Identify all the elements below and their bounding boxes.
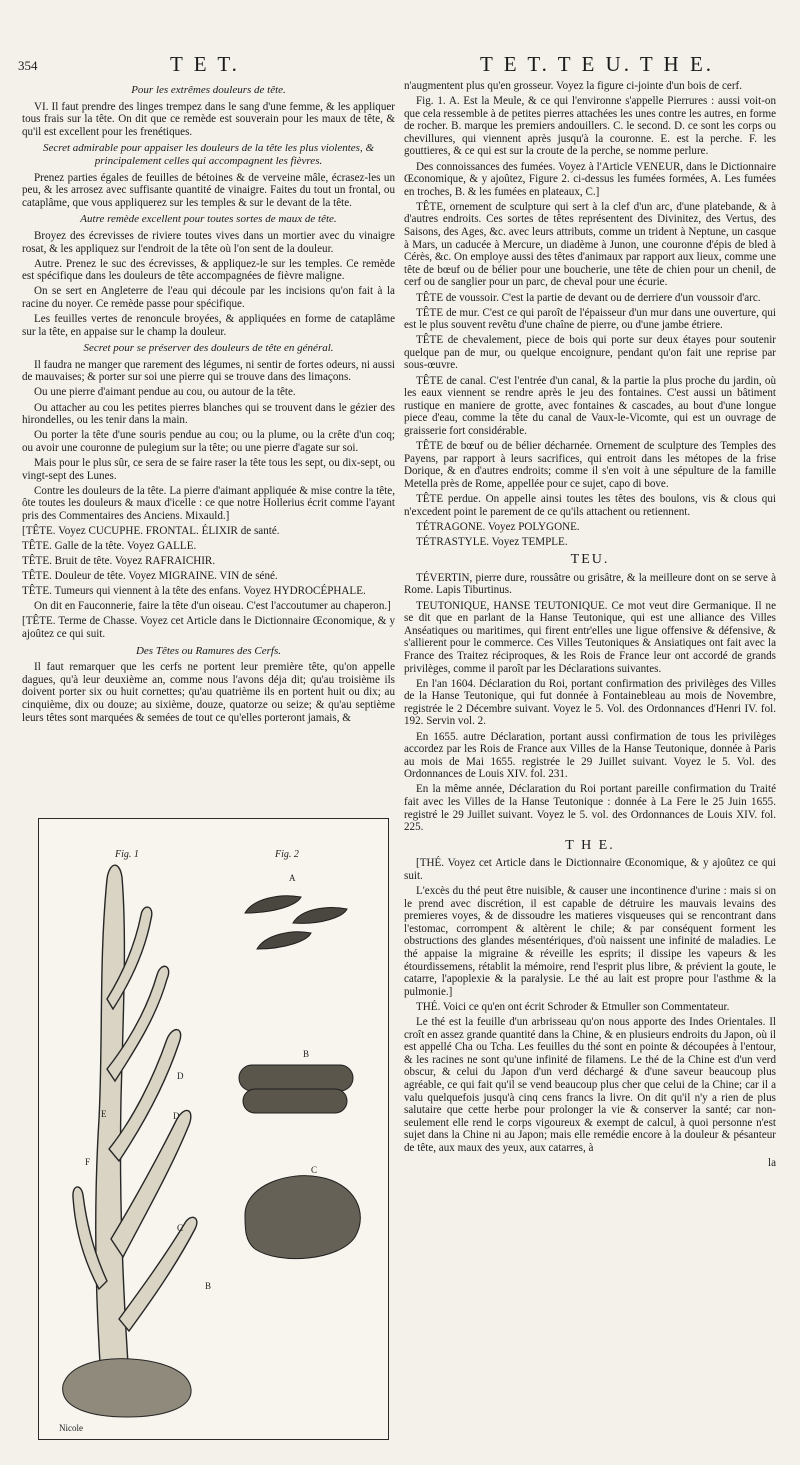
formed-droppings-drawing <box>245 896 347 949</box>
paragraph: En l'an 1604. Déclaration du Roi, portant confirmation des privilèges des Villes de la Hanse Teutonique, qui fut donnée à Fontainebleau au mois de Novembre, registrée le 2 Décembre suivant. Voyez le 5. Vol. des Ordonnances d'Henri IV. fol. 192. Servin vol. 2. <box>404 677 776 728</box>
cross-reference-entry: [TÊTE. Voyez CUCUPHE. FRONTAL. ÉLIXIR de santé. <box>22 524 280 537</box>
entry-paragraph: THÉ. Voici ce qu'en ont écrit Schroder & Etmuller son Commentateur. <box>416 1000 730 1013</box>
paragraph: Ou une pierre d'aimant pendue au cou, ou autour de la tête. <box>34 386 296 399</box>
header-left-title: T E T. <box>170 52 240 76</box>
entry-paragraph: TÉTRAGONE. Voyez POLYGONE. <box>416 520 580 533</box>
letter-e: E <box>101 1109 107 1119</box>
paragraph: L'excès du thé peut être nuisible, & causer une incontinence d'urine : mais si on le prend avec discrétion, il est capable de détruire les mauvais levains des premieres voyes, & de dissoudre les matieres visqueuses qui se rencontrant dans l'estomac, corrompent & altèrent le chile; & par conséquent forment les obstructions des glandes mésentériques, d'où naissent une infinité de maladies. Le thé appaise la migraine & réveille les esprits; il dissipe les vapeurs & les étourdissemens, rétablit la mémoire, rend l'esprit plus libre, & prévient la goute, le catarre, l'apoplexie & la paralysie. Le thé au lait est propre pour l'asthme & la pulmonie.] <box>404 885 776 998</box>
entry-paragraph: TÊTE de voussoir. C'est la partie de devant ou de derriere d'un voussoir d'arc. <box>416 291 761 304</box>
cross-reference-entry: TÊTE. Bruit de tête. Voyez RAFRAICHIR. <box>22 555 216 568</box>
antler-burr-base <box>63 1359 191 1417</box>
paragraph: Il faut remarquer que les cerfs ne portent leur première tête, qu'on appelle dagues, qu'à leur deuxième an, comme nous l'avons déja dit; qu'au troisième ils doivent porter six ou huit cornettes; qu'au quatrième ils en portent huit ou dix; au cinquième, dix ou douze; au sixième, douze, quatorze ou seize; & qu'au septième leurs têtes sont marquées & semées de tout ce qu'elles porteront jamais, & <box>22 661 395 724</box>
paragraph: On se sert en Angleterre de l'eau qui découle par les incisions qu'on fait à la racine du noyer. Ce remède passe pour spécifique. <box>22 285 395 310</box>
paragraph: Mais pour le plus sûr, ce sera de se faire raser la tête tous les sept, ou dix-sept, ou vingt-sept des Lunes. <box>22 456 395 482</box>
antler-drawing <box>73 865 197 1379</box>
page-number: 354 <box>18 58 38 73</box>
entry-paragraph: TÉVERTIN, pierre dure, roussâtre ou grisâtre, & la meilleure dont on se serve à Rome. Lapis Tiburtinus. <box>404 571 776 597</box>
paragraph: Contre les douleurs de la tête. La pierre d'aimant appliquée & mise contre la tête, ôte toutes les douleurs & maux d'icelle : ce que notre Hollerius écrit comme l'ayant pris des Commentaires des Anciens. Mixauld.] <box>22 484 395 522</box>
header-right-title: T E T. T E U. T H E. <box>480 52 715 76</box>
entry-paragraph: TÉTRASTYLE. Voyez TEMPLE. <box>416 535 568 548</box>
catchword: la <box>767 1157 776 1169</box>
entry-paragraph: TÊTE, ornement de sculpture qui sert à la clef d'un arc, d'une platebande, & à d'autres endroits. Ces sortes de têtes représentent des Divinitez, des Vertus, des Saisons, des Ages, &c. avec leurs attributs, comme un trident à Neptune, un casque à Mars, un caducée à Mercure, un diadème à Junon, une couronne d'épis de bled à Cérès, &c. On employe aussi des têtes d'animaux par rapport aux lieux, comme une tête de bœuf ou de bélier pour une boucherie, une tête de chien pour un chenil, de cerf ou de sanglier pour un parc, de cheval pour une écurie. <box>404 200 776 289</box>
antler-engraving-figure <box>38 818 389 1440</box>
fig1-label: Fig. 1 <box>115 849 139 860</box>
entry-paragraph: TÊTE de mur. C'est ce qui paroît de l'épaisseur d'un mur dans une ouverture, qui est le plus souvent revêtu d'une chaîne de pierre, ou d'une jambe étriere. <box>404 306 776 332</box>
paragraph: Autre. Prenez le suc des écrevisses, & appliquez-le sur les temples. Ce remède est spécifique dans les douleurs de tête accompagnées de fièvre maligne. <box>22 257 395 283</box>
letter-f: F <box>85 1157 91 1167</box>
letter-d: D <box>177 1071 184 1081</box>
right-column <box>404 80 776 1172</box>
cross-reference-entry: TÊTE. Douleur de tête. Voyez MIGRAINE. VIN de séné. <box>22 570 278 583</box>
section-title-the: T H E. <box>565 837 615 853</box>
plateau-droppings-drawing <box>245 1176 360 1259</box>
troche-droppings-drawing <box>239 1065 353 1113</box>
section-heading: Secret pour se préserver des douleurs de tête en général. <box>83 342 334 355</box>
entry-paragraph: TÊTE de bœuf ou de bélier décharnée. Ornement de sculpture des Temples des Payens, par rapport à leurs sacrifices, qui entroit dans les métopes de la frise Dorique, & en d'autres endroits; comme il s'en voit à une sépulture de la famille Metella près de Rome, appellée pour ce sujet, capo di bove. <box>404 440 776 490</box>
running-head <box>0 52 800 78</box>
letter-c: C <box>177 1223 184 1233</box>
paragraph: Ou attacher au cou les petites pierres blanches qui se trouvent dans le gézier des hirondelles, ou les tenir dans la main. <box>22 401 395 427</box>
letter-c-fig2: C <box>311 1165 318 1175</box>
left-column <box>22 80 395 727</box>
paragraph: Ou porter la tête d'une souris pendue au cou; ou la plume, ou la crête d'un coq; ou avoir une couronne de pulegium sur la tête; ou une pierre d'agate sur soi. <box>22 429 395 454</box>
cross-reference-entry: TÊTE. Galle de la tête. Voyez GALLE. <box>22 540 197 552</box>
letter-b: B <box>205 1281 212 1291</box>
section-title-teu: TEU. <box>570 552 610 568</box>
paragraph: En 1655. autre Déclaration, portant aussi confirmation de tous les privilèges accordez par les Rois de France aux Villes de la Hanse Teutonique, donnée à Paris au mois de Mai 1655. registrée le 29 Juillet suivant. Voyez le 5. Vol. des Ordonnances de Louis XIV. fol. 231. <box>404 730 776 781</box>
paragraph: VI. Il faut prendre des linges trempez dans le sang d'une femme, & les appliquer tous frais sur la tête. On dit que ce remède est souverain pour les maux de tête, & qu'il est excellent pour les frenétiques. <box>22 100 395 138</box>
letter-d-lower: D <box>173 1111 180 1121</box>
entry-paragraph: TÊTE de canal. C'est l'entrée d'un canal, & la partie la plus proche du jardin, où les eaux viennent se rendre après le jeu des fontaines. C'est aussi un bâtiment rustique en maniere de grotte, avec fontaines & cascades, au bout d'une longue piece d'eau, comme la tête du canal de Vaux-le-Vicomte, qui est un ouvrage de graisserie fort considérable. <box>404 374 776 437</box>
section-heading: Autre remède excellent pour toutes sortes de maux de tête. <box>80 213 337 226</box>
paragraph: En la même année, Déclaration du Roi portant pareille confirmation du Traité fait avec les Villes de la Hanse Teutonique : donnée à La Fere le 25 Juin 1655. registré le 29 Juillet suivant. Voyez le 5. vol. des Ordonnances de Louis XIV. fol. 225. <box>404 783 776 834</box>
fig2-label: Fig. 2 <box>275 849 299 860</box>
paragraph: Le thé est la feuille d'un arbrisseau qu'on nous apporte des Indes Orientales. Il croît en assez grande quantité dans la Chine, & en plusieurs endroits du Japon, où il est appellé Cha ou Tcha. Les feuilles du thé sont en pointe & découpées à l'entour, & les racines ne sont qu'une infinité de filamens. Le thé de la Chine est d'un verd obscur, & celui du Japon d'un verd déchargé & d'une saveur beaucoup plus agréable, ce qui fait qu'il se vend beaucoup plus cher que celui de la Chine; car il a valu quelquefois jusqu'à cinq cens francs la livre. On dit qu'il n'y a rien de plus salutaire que cette herbe pour prolonger la vie & conserver la santé; car non-seulement elle rend le corps vigoureux & exempt de calcul, à quoi personne n'est sujet dans la Chine ni au Japon; mais elle remédie encore à la douleur & pésanteur de tête, aux maux des yeux, aux catarres, à <box>404 1015 776 1154</box>
section-heading: Secret admirable pour appaiser les douleurs de la tête les plus violentes, & principalement celles qui accompagnent les fièvres. <box>42 142 375 167</box>
paragraph: Il faudra ne manger que rarement des légumes, ni sentir de fortes odeurs, ni aussi de mauvaises; & porter sur soi une pierre qui se trouve dans des limaçons. <box>22 358 395 384</box>
paragraph: Prenez parties égales de feuilles de bétoines & de verveine mâle, écrasez-les un peu, & les arrosez avec suffisante quantité de vinaigre. Faites du tout un frontal, ou cataplâme, que vous appliquerez sur les temples & sur le devant de la tête. <box>22 171 395 209</box>
engraver-signature: Nicole <box>59 1423 83 1433</box>
entry-paragraph: TÊTE perdue. On appelle ainsi toutes les têtes des boulons, vis & clous qui n'excedent point le parement de ce qu'ils attachent ou retiennent. <box>404 492 776 518</box>
entry-paragraph: [THÉ. Voyez cet Article dans le Dictionnaire Œconomique, & y ajoûtez ce qui suit. <box>404 857 776 882</box>
paragraph: On dit en Fauconnerie, faire la tête d'un oiseau. C'est l'accoutumer au chaperon.] <box>34 600 391 613</box>
antler-engraving-illustration <box>39 819 388 1439</box>
paragraph: [TÊTE. Terme de Chasse. Voyez cet Article dans le Dictionnaire Œconomique, & y ajoûtez ce qui suit. <box>22 615 395 641</box>
paragraph: Broyez des écrevisses de riviere toutes vives dans un mortier avec du vinaigre rosat, & les appliquez sur l'endroit de la tête où l'on sent de la douleur. <box>22 229 395 255</box>
cross-reference-entry: TÊTE. Tumeurs qui viennent à la tête des enfans. Voyez HYDROCÉPHALE. <box>22 585 366 598</box>
paragraph: Des connoissances des fumées. Voyez à l'Article VENEUR, dans le Dictionnaire Œconomique, & y ajoûtez, Figure 2. ci-dessus les fumées formées, A. Les fumées en troches, B. & les fumées en plateaux, C.] <box>404 160 776 198</box>
entry-paragraph: TEUTONIQUE, HANSE TEUTONIQUE. Ce mot veut dire Germanique. Il ne se dit que en parlant de la Hanse Teutonique, qui est une alliance des Villes Anséatiques ou maritimes, qui firent entr'elles une ligue offensive & défensive, & s'allierent pour le commerce. Ces Villes Teutoniques & Ansiatiques ont fait avec la France des Traitez réciproques, & les Rois de France leur ont accordé de grands privilèges, comme il paroît par les Déclarations suivantes. <box>404 599 776 675</box>
section-heading: Pour les extrêmes douleurs de tête. <box>131 84 286 96</box>
paragraph: Les feuilles vertes de renoncule broyées, & appliquées en forme de cataplâme sur la tête, en appaise sur le champ la douleur. <box>22 313 395 338</box>
letter-b-fig2: B <box>303 1049 310 1059</box>
entry-paragraph: TÊTE de chevalement, piece de bois qui porte sur deux étayes pour soutenir quelque pan de mur, ou quelque encoignure, pendant qu'on fait une reprise par sous-œuvre. <box>404 334 776 372</box>
paragraph: n'augmentent plus qu'en grosseur. Voyez la figure ci-jointe d'un bois de cerf. <box>404 80 743 92</box>
section-heading: Des Têtes ou Ramures des Cerfs. <box>135 644 282 657</box>
letter-a: A <box>289 873 296 883</box>
figure-caption-paragraph: Fig. 1. A. Est la Meule, & ce qui l'environne s'appelle Pierrures : aussi voit-on que cela ressemble à de petites pierres attachées les unes contre les autres, en forme de rocher. B. marque les premiers andouillers. C. le second. D. ce sont les corps ou chevillures, qui viennent après jusqu'à la couronne. E. est la perche. F. les gouttieres, & ce qui est sur la croute de la perche, se nomme perlure. <box>404 95 776 158</box>
